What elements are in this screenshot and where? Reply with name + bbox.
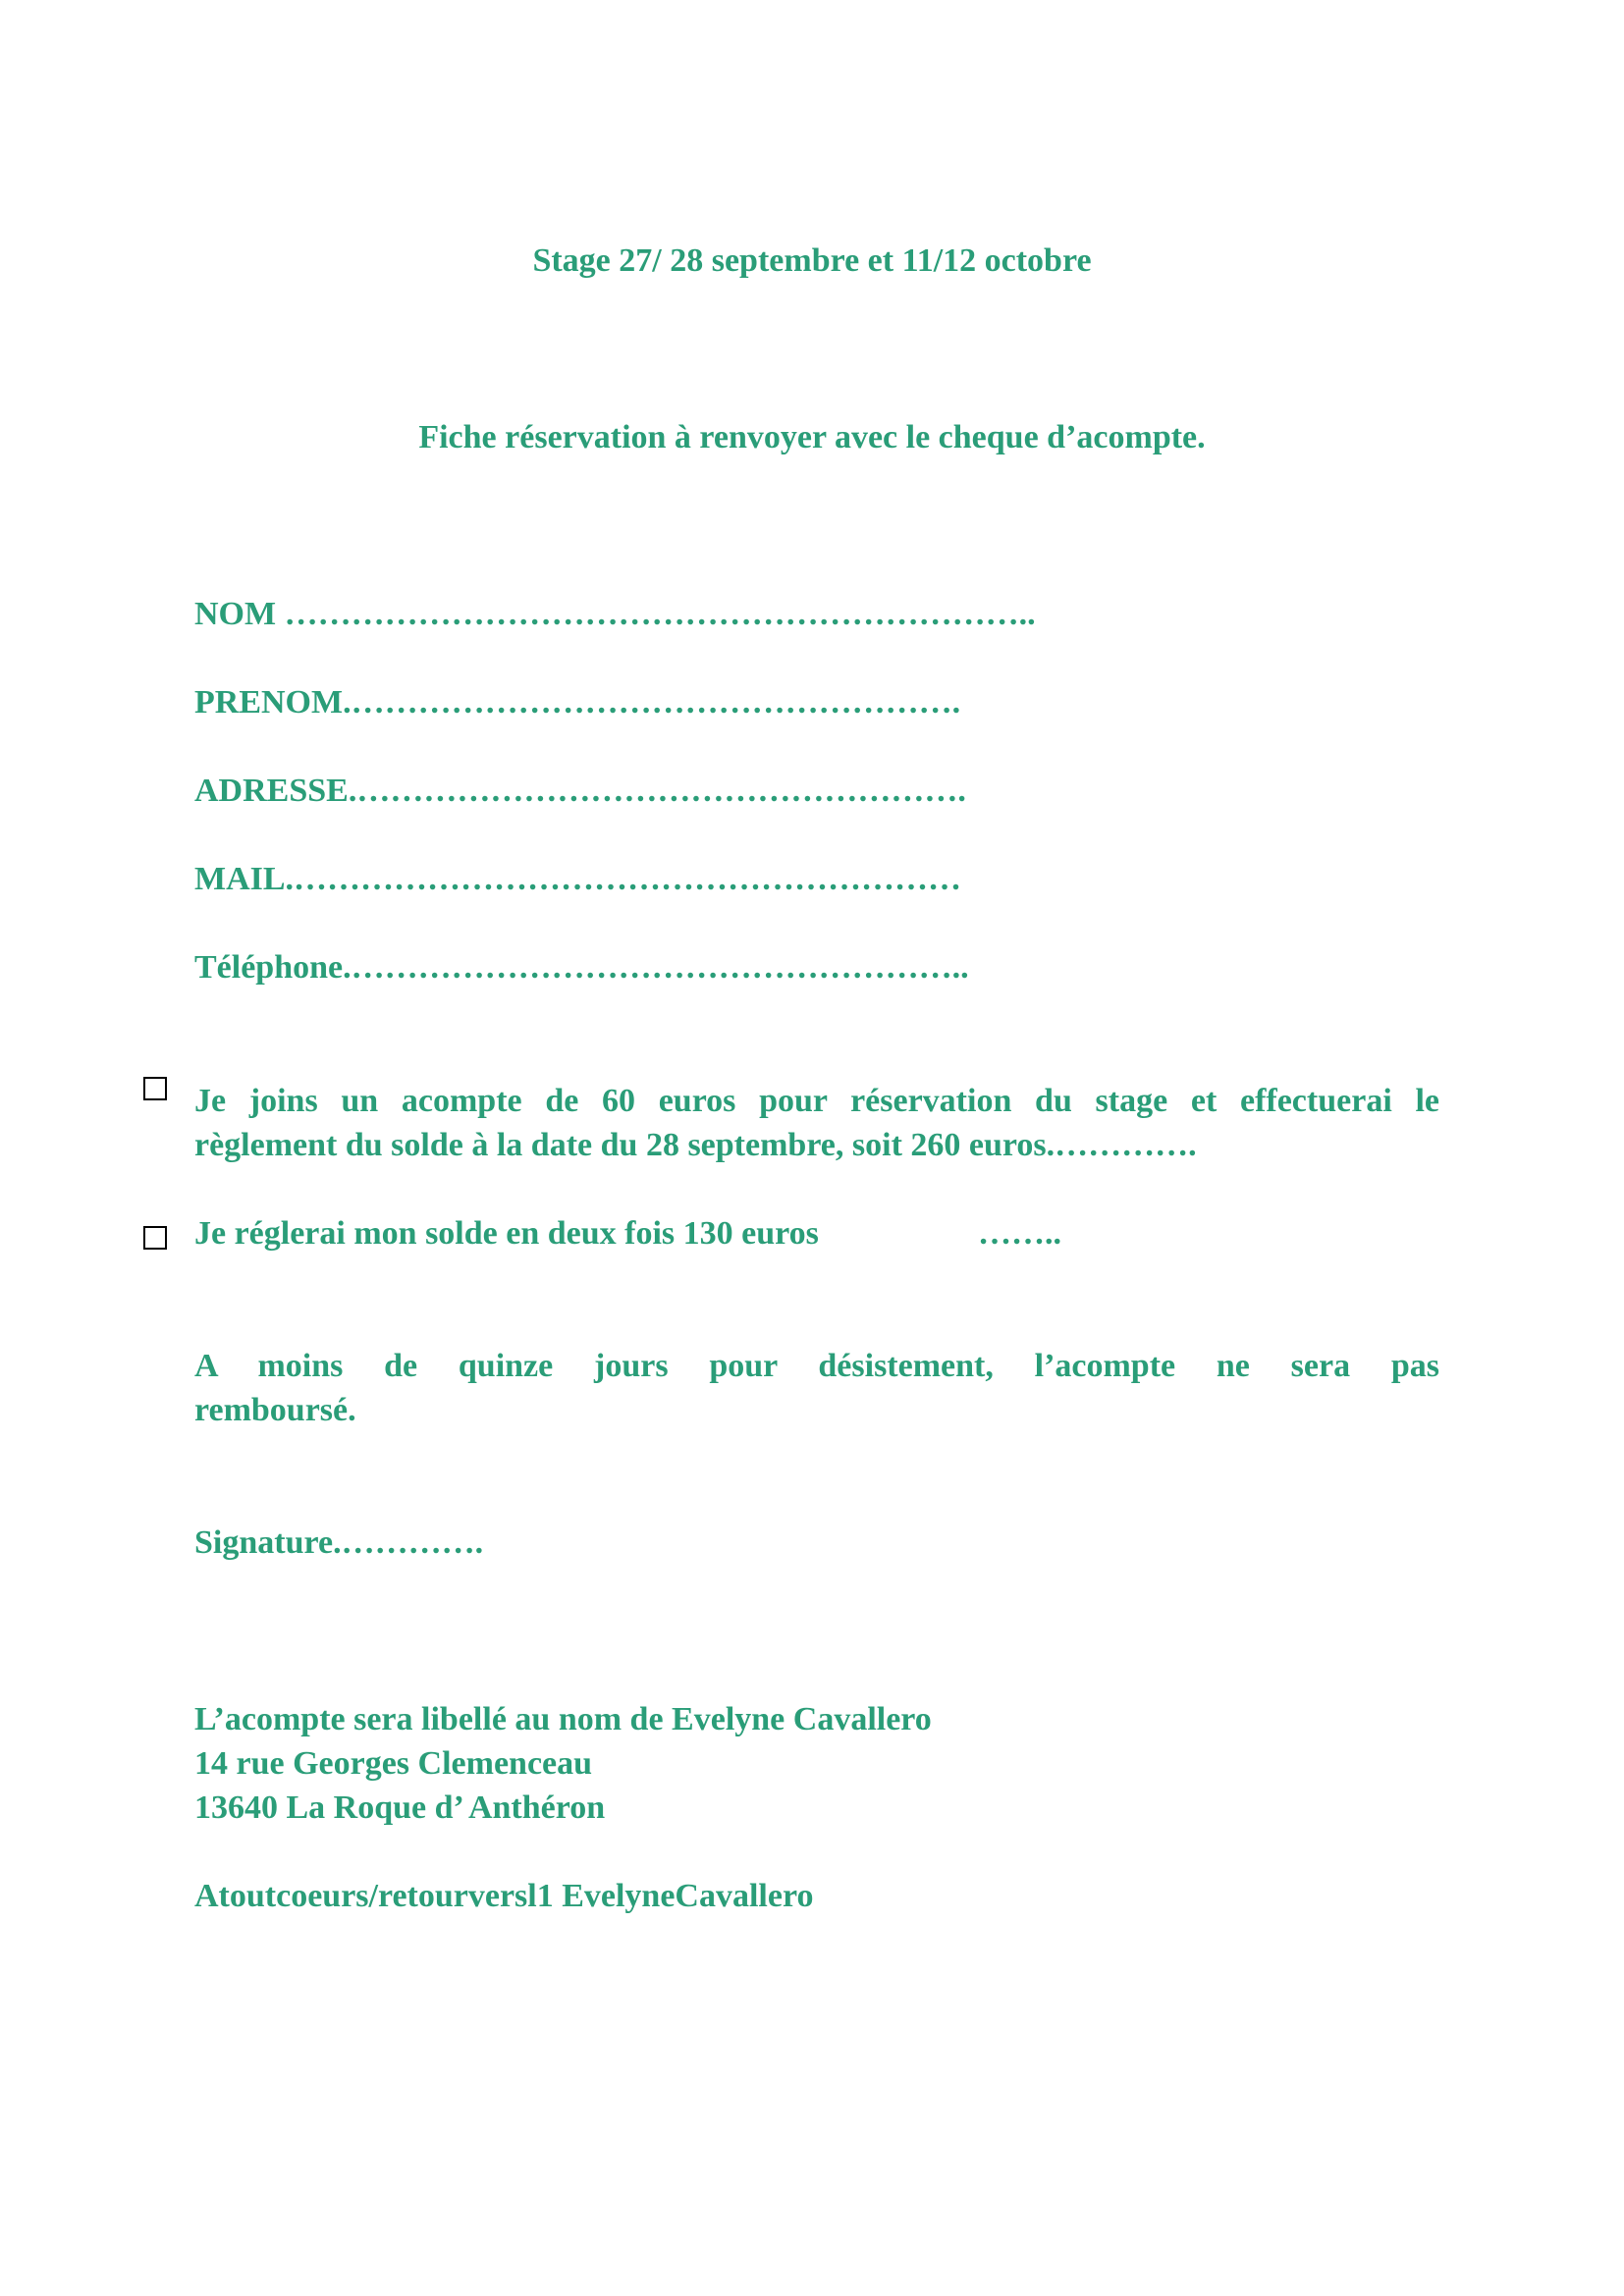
footer-text: Atoutcoeurs/retourversl1 EvelyneCavallero <box>194 1878 814 1914</box>
payee-address-street: 14 rue Georges Clemenceau <box>194 1745 593 1782</box>
page-title: Stage 27/ 28 septembre et 11/12 octobre <box>532 242 1092 279</box>
adresse-field[interactable]: ADRESSE.………………………………………………. <box>194 773 966 809</box>
payee-line1: L’acompte sera libellé au nom de Evelyne Cavallero <box>194 1701 932 1737</box>
signature-field[interactable]: Signature.…………. <box>194 1524 484 1561</box>
deposit-option-text-line1: Je joins un acompte de 60 euros pour réservation du stage et effectuerai le <box>194 1083 1439 1119</box>
telephone-field[interactable]: Téléphone.……………………………………………….. <box>194 949 969 986</box>
installment-option-checkbox[interactable] <box>143 1226 167 1250</box>
mail-field[interactable]: MAIL.…………………………………………………… <box>194 861 962 897</box>
prenom-field[interactable]: PRENOM.………………………………………………. <box>194 684 961 721</box>
deposit-option-checkbox[interactable] <box>143 1077 167 1100</box>
nom-field[interactable]: NOM ………………………………………………………….. <box>194 596 1036 632</box>
deposit-option-text-line2: règlement du solde à la date du 28 septembre, soit 260 euros.…………. <box>194 1127 1197 1163</box>
cancellation-notice-line2: remboursé. <box>194 1392 356 1428</box>
cancellation-notice-line1: A moins de quinze jours pour désistement, l’acompte ne sera pas <box>194 1348 1439 1384</box>
installment-option-text: Je réglerai mon solde en deux fois 130 euros <box>194 1215 819 1252</box>
installment-option-dots: …….. <box>978 1215 1061 1252</box>
payee-address-city: 13640 La Roque d’ Anthéron <box>194 1789 606 1826</box>
page-subtitle: Fiche réservation à renvoyer avec le cheque d’acompte. <box>418 419 1206 455</box>
